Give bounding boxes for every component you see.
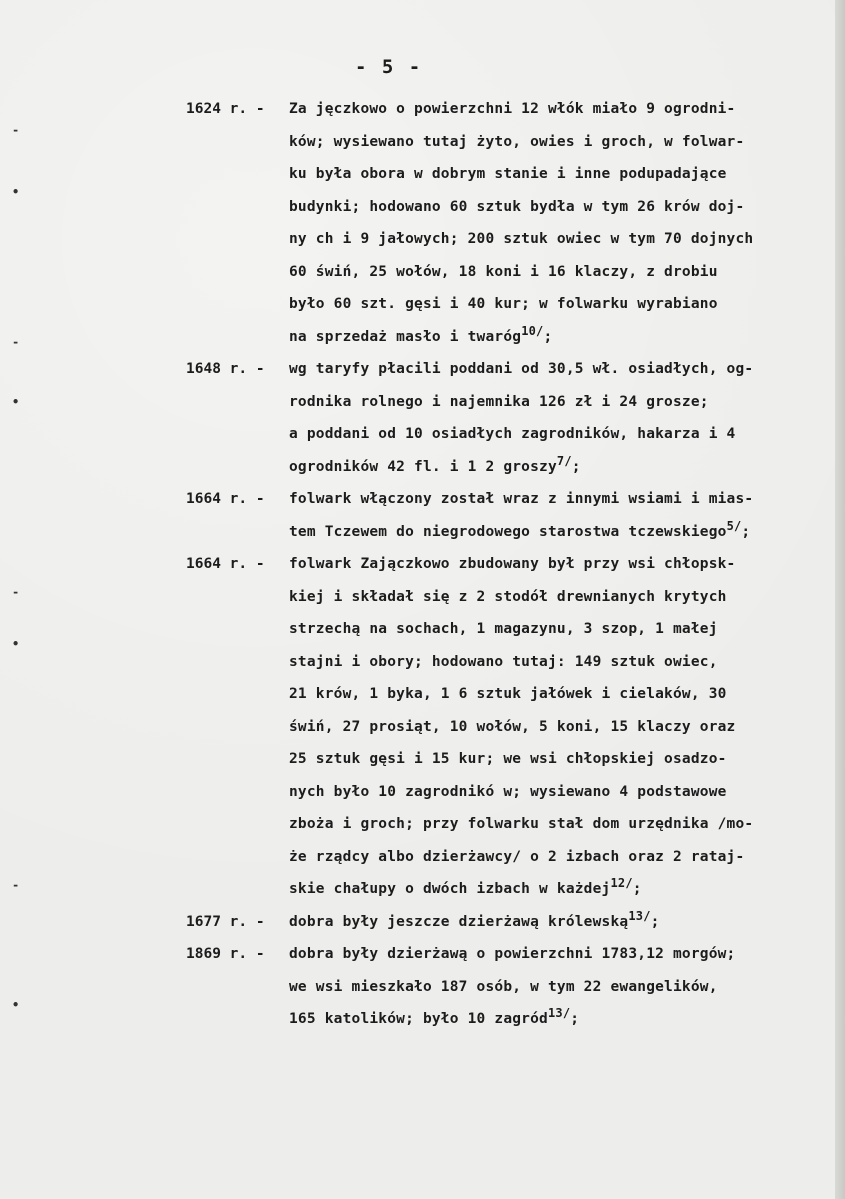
- page-number: - 5 -: [355, 56, 423, 78]
- line-terminator: ;: [543, 328, 553, 345]
- line-text: 60 świń, 25 wołów, 18 koni i 16 klaczy, z drobiu: [289, 263, 718, 280]
- chronology-entry: [186, 938, 845, 1036]
- line-terminator: ;: [632, 881, 642, 897]
- line-terminator: ;: [741, 523, 751, 540]
- margin-mark: •: [12, 637, 20, 651]
- line-text: stajni i obory; hodowano tutaj: 149 sztuk owiec,: [289, 653, 718, 670]
- line-terminator: ;: [571, 458, 581, 475]
- text-line: [289, 646, 845, 679]
- text-line: [289, 938, 845, 971]
- line-text: folwark Zajączkowo zbudowany był przy wsi chłopsk-: [289, 556, 736, 572]
- line-text: dobra były dzierżawą o powierzchni 1783,12 morgów;: [289, 946, 736, 962]
- line-text: skie chałupy o dwóch izbach w każdej: [289, 881, 611, 897]
- chronology-entry: [186, 353, 845, 483]
- footnote-reference: 10/: [521, 323, 544, 338]
- chronology-entry: [186, 906, 845, 939]
- entry-text: [289, 483, 845, 548]
- line-text: 25 sztuk gęsi i 15 kur; we wsi chłopskiej osadzo-: [289, 751, 727, 767]
- line-text: nych było 10 zagrodnikó w; wysiewano 4 podstawowe: [289, 783, 727, 800]
- footnote-reference: 12/: [610, 876, 633, 890]
- footnote-reference: 13/: [628, 908, 651, 923]
- footnote-reference: 13/: [547, 1006, 571, 1020]
- line-text: wg taryfy płacili poddani od 30,5 wł. osiadłych, og-: [289, 361, 754, 377]
- chronology-entry: [186, 548, 845, 906]
- text-line: [289, 321, 845, 354]
- chronology-entries: [186, 93, 845, 1036]
- margin-mark: •: [12, 998, 20, 1012]
- margin-mark: -: [12, 335, 20, 349]
- line-text: ku była obora w dobrym stanie i inne podupadające: [289, 166, 727, 182]
- text-line: [289, 873, 845, 906]
- entry-text: [289, 938, 845, 1036]
- text-line: [289, 841, 845, 874]
- line-text: 165 katolików; było 10 zagród: [289, 1011, 548, 1027]
- text-line: [289, 256, 845, 289]
- text-line: [289, 93, 845, 126]
- footnote-reference: 7/: [556, 453, 572, 468]
- text-line: [289, 971, 845, 1004]
- entry-year: 1869 r. -: [186, 946, 265, 962]
- entry-year: 1648 r. -: [186, 361, 265, 377]
- entry-year: 1664 r. -: [186, 556, 265, 572]
- line-text: świń, 27 prosiąt, 10 wołów, 5 koni, 15 klaczy oraz: [289, 718, 736, 735]
- line-text: ogrodników 42 fl. i 1 2 groszy: [289, 458, 557, 475]
- margin-mark: -: [12, 585, 20, 599]
- entry-year: 1677 r. -: [186, 913, 265, 930]
- margin-mark: •: [12, 185, 20, 199]
- entry-year: 1624 r. -: [186, 101, 265, 117]
- line-text: że rządcy albo dzierżawcy/ o 2 izbach oraz 2 rataj-: [289, 848, 745, 865]
- line-text: na sprzedaż masło i twaróg: [289, 328, 522, 345]
- line-text: dobra były jeszcze dzierżawą królewską: [289, 913, 629, 930]
- line-text: było 60 szt. gęsi i 40 kur; w folwarku wyrabiano: [289, 296, 718, 312]
- margin-mark: -: [12, 878, 20, 892]
- line-terminator: ;: [650, 913, 660, 930]
- text-line: [289, 743, 845, 776]
- line-terminator: ;: [570, 1011, 580, 1027]
- text-line: [289, 808, 845, 841]
- margin-mark: •: [12, 395, 20, 409]
- text-line: [289, 548, 845, 581]
- line-text: rodnika rolnego i najemnika 126 zł i 24 grosze;: [289, 393, 709, 410]
- line-text: folwark włączony został wraz z innymi wsiami i mias-: [289, 491, 754, 507]
- text-line: [289, 418, 845, 451]
- line-text: budynki; hodowano 60 sztuk bydła w tym 26 krów doj-: [289, 198, 745, 215]
- text-line: [289, 288, 845, 321]
- line-text: zboża i groch; przy folwarku stał dom urzędnika /mo-: [289, 816, 754, 832]
- text-line: [289, 386, 845, 419]
- footnote-reference: 5/: [726, 518, 742, 533]
- entry-text: [289, 548, 845, 906]
- entry-text: [289, 93, 845, 353]
- text-line: [289, 711, 845, 744]
- text-line: [289, 353, 845, 386]
- chronology-entry: [186, 93, 845, 353]
- text-line: [289, 158, 845, 191]
- text-line: [289, 906, 845, 939]
- margin-mark: -: [12, 123, 20, 137]
- line-text: we wsi mieszkało 187 osób, w tym 22 ewangelików,: [289, 978, 718, 995]
- text-line: [289, 191, 845, 224]
- text-line: [289, 678, 845, 711]
- text-line: [289, 776, 845, 809]
- line-text: strzechą na sochach, 1 magazynu, 3 szop, 1 małej: [289, 621, 718, 637]
- line-text: ków; wysiewano tutaj żyto, owies i groch, w folwar-: [289, 133, 745, 150]
- line-text: kiej i składał się z 2 stodół drewnianych krytych: [289, 588, 727, 605]
- line-text: Za jęczkowo o powierzchni 12 włók miało 9 ogrodni-: [289, 101, 736, 117]
- chronology-entry: [186, 483, 845, 548]
- text-line: [289, 223, 845, 256]
- line-text: ny ch i 9 jałowych; 200 sztuk owiec w tym 70 dojnych: [289, 231, 754, 247]
- text-line: [289, 581, 845, 614]
- text-line: [289, 483, 845, 516]
- text-line: [289, 516, 845, 549]
- line-text: 21 krów, 1 byka, 1 6 sztuk jałówek i cielaków, 30: [289, 686, 727, 702]
- line-text: tem Tczewem do niegrodowego starostwa tczewskiego: [289, 523, 727, 540]
- entry-year: 1664 r. -: [186, 491, 265, 507]
- line-text: a poddani od 10 osiadłych zagrodników, hakarza i 4: [289, 426, 736, 442]
- text-line: [289, 1003, 845, 1036]
- entry-text: [289, 906, 845, 939]
- text-line: [289, 451, 845, 484]
- text-line: [289, 613, 845, 646]
- text-line: [289, 126, 845, 159]
- entry-text: [289, 353, 845, 483]
